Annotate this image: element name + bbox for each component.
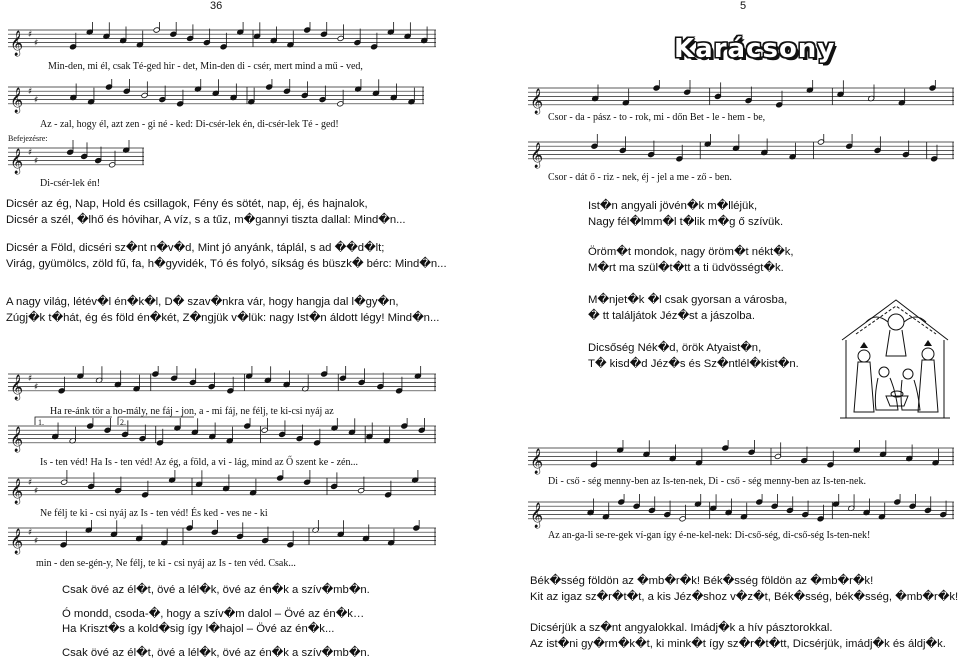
svg-text:𝄞: 𝄞 — [10, 30, 24, 56]
verse-3 — [6, 294, 439, 326]
refrain-line: Csak övé az él�t, övé a lél�k, övé az én�k a szív�mb�n. — [62, 646, 370, 659]
svg-text:𝄞: 𝄞 — [10, 148, 24, 174]
verse-line: M�rt ma szül�t�tt a ti üdvösségt�k. — [588, 262, 784, 274]
svg-text:♯: ♯ — [28, 374, 33, 385]
carol-lyric-line-1: Csor - da - pász - to - rok, mi - dőn Bet - le - hem - be, — [548, 112, 766, 123]
peace-verse — [530, 573, 958, 605]
volta-2: 2. — [120, 418, 126, 427]
hymn1-lyric-line-1: Min-den, mi él, csak Té-ged hir - det, Min-den di - csér, mert mind a mű - ved, — [48, 61, 363, 72]
refrain-line: Csak övé az él�t, övé a lél�k, övé az én�k a szív�mb�n. — [62, 584, 370, 596]
verse-line: Az ist�ni gy�rm�k�t, ki mink�t így sz�r�t�tt, Dicsérjük, imádj�k és áldj�k. — [530, 638, 946, 650]
left-page — [0, 0, 478, 671]
music-staff — [6, 140, 146, 182]
volta-1: 1. — [38, 418, 44, 427]
praise-verse — [530, 620, 946, 652]
svg-text:♯: ♯ — [28, 87, 33, 98]
page-title: Karácsony — [674, 34, 836, 64]
verse-line: Dicsér a Föld, dicséri sz�nt n�v�d, Mint jó anyánk, táplál, s ad ��d�lt; — [6, 242, 385, 254]
svg-text:♯: ♯ — [34, 38, 39, 49]
carol-verse-3 — [588, 292, 787, 324]
refrain-line: Ó mondd, csoda-�, hogy a szív�m dalol – Övé az én�k… — [62, 607, 365, 620]
hymn1-lyric-line-2: Az - zal, hogy él, azt zen - gi né - ked: Di-csér-lek én, di-csér-lek Té - ged! — [40, 119, 339, 130]
verse-line: T� kisd�d Jéz�s és Sz�ntlél�kist�n. — [588, 358, 799, 370]
refrain — [62, 583, 370, 661]
svg-text:𝄞: 𝄞 — [530, 502, 544, 528]
carol-verse-1 — [588, 198, 783, 230]
svg-text:♯: ♯ — [34, 95, 39, 106]
verse-1 — [6, 196, 406, 228]
verse-line: Dicsér a szél, �lhő és hóvihar, A víz, s a tűz, m�gannyi tiszta dallal: Mind�n... — [6, 214, 406, 226]
svg-text:𝄞: 𝄞 — [530, 88, 544, 114]
svg-text:♯: ♯ — [34, 486, 39, 497]
refrain-line — [62, 638, 370, 646]
carol-verse-2 — [588, 244, 794, 276]
verse-line: Nagy fél�lmm�l t�lik m�g ő szívük. — [588, 216, 784, 228]
verse-line: M�njet�k �l csak gyorsan a városba, — [588, 294, 788, 306]
hymn2-lyric-line-2: Is - ten véd! Ha Is - ten véd! Az ég, a föld, a vi - lág, mind az Ő szent ke - zén... — [40, 457, 358, 468]
doxology-lyric-line-2: Az an-ga-li se-re-gek ví-gan így é-ne-kel-nek: Di-cső-ség, di-cső-ség Is-ten-nek! — [548, 530, 871, 541]
nativity-illustration — [836, 292, 954, 422]
ending-label: Befejezésre: — [8, 134, 48, 143]
verse-line: Dicsőség Nék�d, örök Atyaist�n, — [588, 342, 762, 354]
verse-line: A nagy világ, létév�l én�k�l, D� szav�nkra vár, hogy hangja dal l�gy�n, — [6, 296, 399, 308]
hymn2-lyric-line-1: Ha re-ánk tör a ho-mály, ne fáj - jon, a - mi fáj, ne félj, te ki-csi nyáj az — [50, 406, 334, 417]
refrain-line — [62, 599, 370, 607]
verse-line: Öröm�t mondok, nagy öröm�t nékt�k, — [588, 246, 794, 258]
verse-line: � tt találjátok Jéz�st a jászolba. — [588, 310, 755, 322]
verse-line: Zúgj�k t�hát, ég és föld én�két, Z�ngjük v�lük: nagy Ist�n áldott légy! Mind�n... — [6, 312, 440, 324]
svg-text:♯: ♯ — [34, 536, 39, 547]
doxology-lyric-line-1: Di - cső - ség menny-ben az Is-ten-nek, Di - cső - ség menny-ben az Is-ten-nek. — [548, 476, 866, 487]
verse-line: Dicsérjük a sz�nt angyalokkal. Imádj�k a hív pásztorokkal. — [530, 622, 833, 634]
verse-line: Kit az igaz sz�r�t�t, a kis Jéz�shoz v�z�t, Bék�sség, bék�sség, �mb�r�k! — [530, 591, 959, 603]
svg-text:♯: ♯ — [28, 30, 33, 41]
hymn1-lyric-line-3: Di-csér-lek én! — [40, 178, 101, 189]
page-number-left: 36 — [210, 0, 223, 12]
svg-text:𝄞: 𝄞 — [530, 142, 544, 168]
svg-text:𝄞: 𝄞 — [10, 426, 24, 452]
svg-text:𝄞: 𝄞 — [10, 87, 24, 113]
svg-text:♯: ♯ — [28, 148, 33, 159]
hymn2-lyric-line-3: Ne félj te ki - csi nyáj az Is - ten véd! És ked - ves ne - ki — [40, 508, 268, 519]
verse-line: Dicsér az ég, Nap, Hold és csillagok, Fény és sötét, nap, éj, és hajnalok, — [6, 198, 368, 210]
svg-text:♯: ♯ — [34, 382, 39, 393]
svg-text:𝄞: 𝄞 — [10, 478, 24, 504]
verse-line: Ist�n angyali jövén�k m�lléjük, — [588, 200, 758, 212]
svg-text:♯: ♯ — [28, 478, 33, 489]
svg-text:𝄞: 𝄞 — [10, 374, 24, 400]
refrain-line: Ha Kriszt�s a kold�sig így l�hajol – Övé az én�k... — [62, 623, 335, 635]
verse-2 — [6, 240, 447, 272]
carol-verse-4 — [588, 340, 799, 372]
svg-text:♯: ♯ — [34, 156, 39, 167]
page-number-right: 5 — [740, 0, 747, 12]
hymn2-lyric-line-4: min - den se-gén-y, Ne félj, te ki - csi nyáj az Is - ten véd. Csak... — [36, 558, 296, 569]
verse-line: Bék�sség földön az �mb�r�k! Bék�sség földön az �mb�r�k! — [530, 575, 874, 587]
svg-text:𝄞: 𝄞 — [530, 448, 544, 474]
svg-text:♯: ♯ — [28, 528, 33, 539]
svg-text:𝄞: 𝄞 — [10, 528, 24, 554]
verse-line: Virág, gyümölcs, zöld fű, fa, h�gyvidék, Tó és folyó, síkság és büszk� bérc: Mind�n... — [6, 258, 447, 270]
carol-lyric-line-2: Csor - dát ő - riz - nek, éj - jel a me - ző - ben. — [548, 172, 732, 183]
